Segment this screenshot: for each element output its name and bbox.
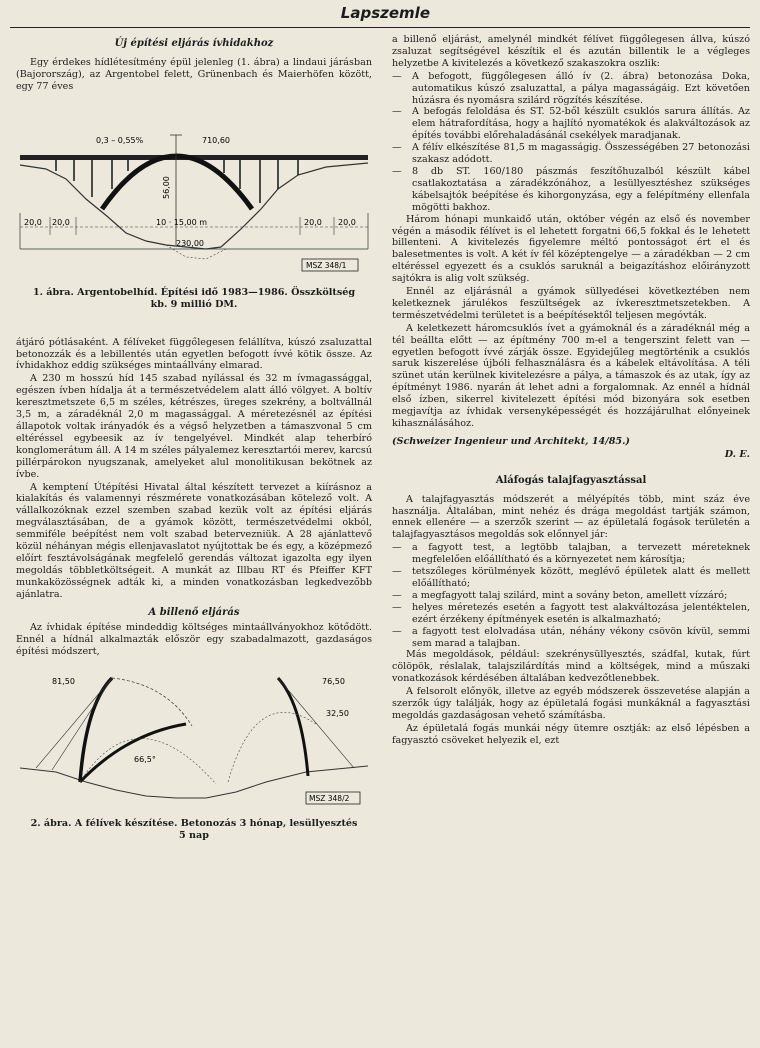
header-rule [10,27,750,28]
source-citation: (Schweizer Ingenieur und Architekt, 14/85.) [392,435,630,447]
deck-level-label: 710,60 [202,135,230,145]
span-right2-label: 20,0 [338,217,356,227]
paragraph: Ennél az eljárásnál a gyámok süllyedései következtében nem keletkeznek járulékos feszültségek az ívkeresztmetszetekben. A természetvédelmi területet is a beépítésektől teljesen megóvták. [392,286,750,321]
list-item: — tetszőleges körülmények között, meglévő épületek alatt és mellett előállítható; [392,566,750,589]
author-signature: D. E. [724,448,750,460]
paragraph: átjáró pótlásaként. A félíveket függőlegesen felállítva, kúszó zsaluzattal betonozzák és a lebillentés után egyetlen befogott ívvé kötik össze. Az ívhidakhoz eddig szükséges mintaállvány elmarad. [16,336,372,372]
list-item: — A befogás feloldása és ST. 52-ből készült csuklós sarura állítás. Az elem hátrafordítása, hogy a hajlító nyomatékok és alakváltozások az építés további előrehaladásánál csekélyek maradjanak. [392,106,750,142]
level-right-label: 76,50 [322,677,345,687]
figure-2-caption: 2. ábra. A félívek készítése. Betonozás 3 hónap, lesüllyesztés 5 nap [30,818,358,842]
right-column [392,34,750,748]
figure-1 [16,99,372,283]
span-right-label: 20,0 [304,217,322,227]
paragraph: Az ívhidak építése mindeddig költséges mintaállványokhoz kötődött. Ennél a hídnál alkalmazták először egy szabadalmazott, gazdaságos építési módszert, [16,622,372,658]
paragraph: Három hónapi munkaidő után, október végén az első és november végén a második félívet is el lehetett forgatni 66,5 fokkal és le lehetett billenteni. A kivitelezés figyelemre méltó pontosságot ért el és balesetmentes is volt. A két ív fél középtengelye — a záradékban — 2 cm eltéréssel egyezett és a csuklós saruknál a beigazításhoz előirányzott sajtókra is alig volt szükség. [392,213,750,285]
figure-1-caption: 1. ábra. Argentobelhíd. Építési idő 1983—1986. Összköltség kb. 9 millió DM. [32,286,356,310]
list-item: — A félív elkészítése 81,5 m magasságig. Összességében 27 betonozási szakasz adódott. [392,142,750,166]
figure-2 [16,664,372,814]
paragraph: a billenő eljárást, amelynél mindkét félívet függőlegesen állva, kúszó zsaluzat segítségével készítik el és azután billentik le a végleges helyzetbe A kivitelezés a következő szakaszokra oszlik: [392,34,750,69]
angle-label: 66,5° [134,755,156,765]
span-left-label: 20,0 [24,217,42,227]
figure-1-stamp: MSZ 348/1 [306,260,347,270]
figure-2-stamp: MSZ 348/2 [309,794,350,804]
article-title: Új építési eljárás ívhidakhoz [114,38,274,49]
subsection-title: A billenő eljárás [148,606,240,618]
page-header [0,4,760,26]
list-item: — a megfagyott talaj szilárd, mint a sovány beton, amellett vízzáró; [392,589,728,601]
article-title: Aláfogás talajfagyasztással [495,474,647,486]
bridge-elevation-drawing [16,99,372,283]
level-left-label: 81,50 [52,677,75,687]
list-item: — helyes méretezés esetén a fagyott test alakváltozása jelentéktelen, ezért érzékeny építmények esetén is alkalmazható; [392,601,750,625]
article-intro: Egy érdekes hídlétesítmény épül jelenleg (1. ábra) a lindaui járásban (Bajorország), az Argentobel felett, Grünenbach és Maierhöfen között, egy 77 éves [16,56,372,92]
arch-rotation-drawing [16,664,372,814]
level-mid-label: 32,50 [326,709,349,719]
gradient-label: 0,3 – 0,55% [96,135,144,145]
section-title: Lapszemle [340,4,430,22]
paragraph: A kemptení Útépítési Hivatal által készített tervezet a kiírásnoz a kialakítás és valamennyi részmérete vonatkozásában kötelező volt. A vállalkozóknak ezzel szemben szabad kezük volt az építési eljárás megválasztásában, de a gyámok között, természetvédelmi okból, semmiféle beépítést nem volt szabad betervezniük. A 28 ajánlattevő közül néhányan mégis ellenjavaslatot nyújtottak be és egy, a középmező előírt fesztávolságának megfelelő gerendás változat igazolta egy ilyen megoldás többletköltségeit. A munkát az Illbau RT és Pfeiffer KFT munkaközösségnek adták ki, a minden vonatkozásban legkedvezőbb ajánlatra. [16,481,372,600]
total-length-label: 230,00 [176,238,204,248]
left-column [16,34,372,842]
list-item: — 8 db ST. 160/180 pászmás feszítőhuzalból készült kábel csatlakoztatása a záradékzónához, a lesüllyesztéshez szükséges kábelsajtók beépítése és kihorgonyzása, egy a felépítmény ellenfala mögötti bakhoz. [392,165,750,213]
list-item: — a fagyott test, a legtöbb talajban, a tervezett méreteknek megfelelően előállítható és a környezetet nem károsítja; [392,542,750,566]
list-item: — a fagyott test elolvadása után, néhány vékony csövön kívül, semmi sem marad a talajban. [392,625,750,649]
paragraph: Az épületalá fogás munkái négy ütemre osztják: az első lépésben a fagyasztó csöveket helyezik el, ezt [392,722,750,746]
paragraph: Más megoldások, például: szekrénysüllyesztés, szádfal, kutak, fúrt cölöpök, réslalak, talajszilárdítás mind a költségek, mind a műszaki vonatkozások kérdésében általában kedvezőtlenebbek. [392,649,750,685]
paragraph: A 230 m hosszú híd 145 szabad nyílással és 32 m ívmagassággal, egészen ívben hídalja át a természetvédelem alatt álló völgyet. A boltív keresztmetszete 6,5 m széles, kétrészes, üreges szekrény, a boltvállnál 3,5 m, a záradéknál 2,0 m magassággal. A méretezésnél az építési állapotok voltak irányadók és a végső helyzetben a támaszvonal 5 cm eltéréssel egybeesik az ív tengelyével. Mindkét alap teherbíró konglomerátum áll. A 14 m széles pályalemez keresztartói merev, karcsú pillérpárokon nyugszanak, amelyeket alul monolitikusan bekötnek az ívbe. [16,373,372,480]
paragraph: A keletkezett háromcsuklós ívet a gyámoknál és a záradéknál még a tél beállta előtt — az építmény 700 m-el a tengerszint felett van — egyetlen befogott ívvé zárják össze. Egyidejűleg megtörténik a csuklós saruk kiszerelése újbóli felhasználásra és a kábelek eltávolítása. A téli szünet után kerülnek kivitelezésre a pálya, a támaszok és az utak, így az építményt 1986. nyarán át lehet adni a forgalomnak. Az ennél a hídnál első ízben, sikerrel kivitelezett építési mód bizonyára sok esetben megjavítja az ívhidak versenyképességét és hozzájárulhat előnyeinek kihasználásához. [392,322,750,429]
span-mid-label: 10 · 15,00 m [156,217,208,227]
paragraph: A talajfagyasztás módszerét a mélyépítés több, mint száz éve használja. Általában, mint nehéz és drága megoldást tartják számon, ennek ellenére — a szerzők szerint — az épületalá fogások területén a talajfagyasztásos megoldás sok előnnyel jár: [392,493,750,541]
list-item: — A befogott, függőlegesen álló ív (2. ábra) betonozása Doka, automatikus kúszó zsaluzattal, a pálya magasságáig. Ezt követően húzásra és nyomásra szilárd rögzítés készítése. [392,70,750,106]
paragraph: A felsorolt előnyök, illetve az egyéb módszerek összevetése alapján a szerzők úgy találják, hogy az épületalá fogási munkáknál a fagyasztási megoldás gazdaságosan vehető számításba. [392,686,750,721]
height-label: 56,00 [162,175,171,199]
span-left2-label: 20,0 [52,217,70,227]
